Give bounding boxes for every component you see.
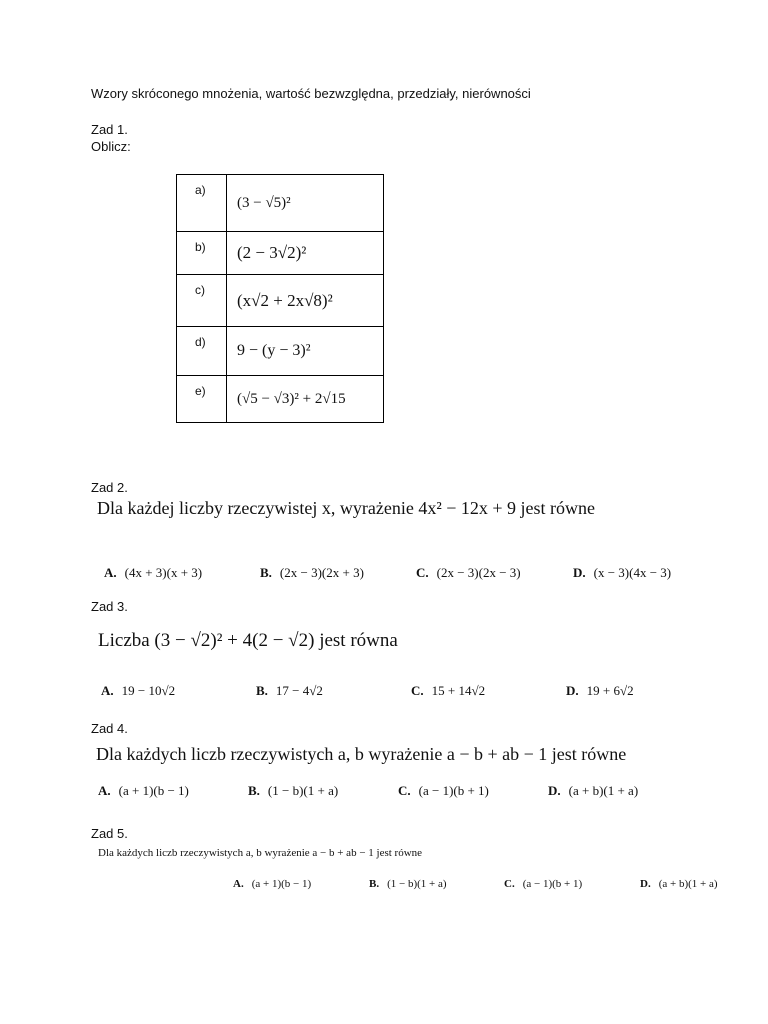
option-text: (a − 1)(b + 1): [522, 878, 583, 890]
option-text: (a − 1)(b + 1): [418, 783, 489, 798]
option-letter: D.: [548, 783, 561, 798]
zad4-option-a: [98, 783, 189, 799]
zad4-option-b: [248, 783, 338, 799]
option-text: (2x − 3)(2x − 3): [436, 565, 521, 580]
zad1-instruction: Oblicz:: [91, 139, 131, 154]
table-row: [177, 232, 384, 275]
table-row: [177, 376, 384, 423]
zad2-option-b: [260, 565, 364, 581]
row-expression: (√5 − √3)² + 2√15: [227, 376, 384, 423]
zad4-label: Zad 4.: [91, 721, 128, 736]
zad5-option-a: [233, 878, 311, 890]
page-title: Wzory skróconego mnożenia, wartość bezwzględna, przedziały, nierówności: [91, 86, 531, 101]
zad2-option-d: [573, 565, 671, 581]
option-letter: A.: [233, 878, 244, 890]
zad1-table: [176, 174, 384, 423]
option-text: (a + b)(1 + a): [658, 878, 718, 890]
option-text: (x − 3)(4x − 3): [593, 565, 672, 580]
option-text: 15 + 14√2: [431, 683, 486, 698]
row-expression: (3 − √5)²: [227, 175, 384, 232]
option-letter: B.: [248, 783, 260, 798]
row-expression: (x√2 + 2x√8)²: [227, 275, 384, 327]
zad3-option-c: [411, 683, 485, 699]
zad4-option-d: [548, 783, 638, 799]
option-letter: D.: [566, 683, 579, 698]
zad1-label: Zad 1.: [91, 122, 128, 137]
zad5-question: Dla każdych liczb rzeczywistych a, b wyrażenie a − b + ab − 1 jest równe: [98, 847, 423, 859]
option-letter: A.: [104, 565, 117, 580]
zad5-option-b: [369, 878, 447, 890]
option-letter: B.: [256, 683, 268, 698]
option-letter: A.: [98, 783, 111, 798]
zad5-option-c: [504, 878, 582, 890]
zad4-option-c: [398, 783, 489, 799]
row-letter: b): [177, 232, 227, 275]
option-text: (2x − 3)(2x + 3): [279, 565, 364, 580]
option-letter: C.: [398, 783, 411, 798]
option-text: (a + 1)(b − 1): [251, 878, 312, 890]
option-letter: C.: [411, 683, 424, 698]
option-letter: C.: [416, 565, 429, 580]
table-row: [177, 327, 384, 376]
option-text: (1 − b)(1 + a): [387, 878, 447, 890]
option-letter: A.: [101, 683, 114, 698]
zad3-label: Zad 3.: [91, 599, 128, 614]
zad2-option-c: [416, 565, 521, 581]
zad3-option-b: [256, 683, 323, 699]
option-text: 17 − 4√2: [275, 683, 323, 698]
zad2-question: Dla każdej liczby rzeczywistej x, wyrażenie 4x² − 12x + 9 jest równe: [97, 498, 596, 518]
row-letter: d): [177, 327, 227, 376]
zad5-label: Zad 5.: [91, 826, 128, 841]
zad5-option-d: [640, 878, 718, 890]
option-text: (a + b)(1 + a): [568, 783, 639, 798]
option-text: 19 + 6√2: [586, 683, 634, 698]
row-expression: (2 − 3√2)²: [227, 232, 384, 275]
row-letter: c): [177, 275, 227, 327]
zad3-option-a: [101, 683, 175, 699]
zad3-option-d: [566, 683, 634, 699]
option-text: (1 − b)(1 + a): [267, 783, 339, 798]
row-letter: e): [177, 376, 227, 423]
option-text: (4x + 3)(x + 3): [124, 565, 203, 580]
option-text: (a + 1)(b − 1): [118, 783, 189, 798]
option-letter: C.: [504, 878, 515, 890]
row-expression: 9 − (y − 3)²: [227, 327, 384, 376]
option-letter: B.: [260, 565, 272, 580]
zad2-label: Zad 2.: [91, 480, 128, 495]
table-row: [177, 175, 384, 232]
option-text: 19 − 10√2: [121, 683, 176, 698]
zad2-option-a: [104, 565, 202, 581]
option-letter: B.: [369, 878, 380, 890]
zad4-question: Dla każdych liczb rzeczywistych a, b wyrażenie a − b + ab − 1 jest równe: [96, 744, 627, 764]
option-letter: D.: [573, 565, 586, 580]
zad3-question: Liczba (3 − √2)² + 4(2 − √2) jest równa: [98, 630, 398, 651]
row-letter: a): [177, 175, 227, 232]
table-row: [177, 275, 384, 327]
option-letter: D.: [640, 878, 651, 890]
